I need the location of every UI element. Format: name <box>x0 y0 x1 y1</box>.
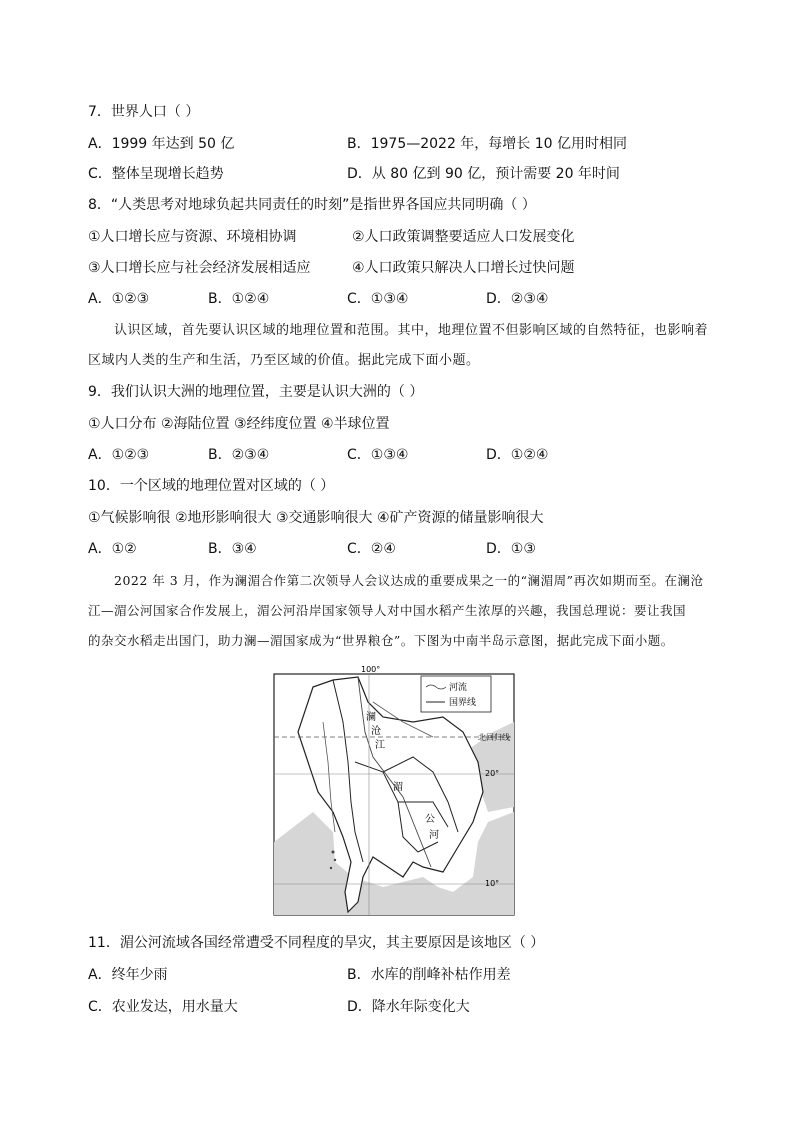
q10-option-d: D．①③ <box>486 541 536 557</box>
river-char-jiang: 江 <box>375 740 385 751</box>
q9-stem: 9．我们认识大洲的地理位置，主要是认识大洲的（ ） <box>88 384 424 400</box>
q7-option-a: A．1999 年达到 50 亿 <box>88 136 235 152</box>
passage-2-line-2: 江—湄公河国家合作发展上，湄公河沿岸国家领导人对中国水稻产生浓厚的兴趣，我国总理说：要让我国 <box>88 603 687 618</box>
indochina-map <box>273 662 515 916</box>
q8-item-3: ③人口增长应与社会经济发展相适应 <box>88 260 311 276</box>
q9-option-c: C．①③④ <box>347 447 409 463</box>
river-char-mei: 湄 <box>393 782 403 793</box>
q11-option-b: B．水库的削峰补枯作用差 <box>347 967 511 983</box>
q9-items: ①人口分布 ②海陆位置 ③经纬度位置 ④半球位置 <box>88 416 390 432</box>
q11-option-d: D．降水年际变化大 <box>347 999 470 1015</box>
q8-option-d: D．②③④ <box>486 291 549 307</box>
q9-option-b: B．②③④ <box>208 447 270 463</box>
island-1 <box>332 851 335 854</box>
river-char-gong: 公 <box>425 814 435 825</box>
q11-stem: 11．湄公河流域各国经常遭受不同程度的旱灾，其主要原因是该地区（ ） <box>88 935 545 951</box>
island-3 <box>330 867 332 869</box>
lat-10-label: 10° <box>485 879 500 888</box>
passage-1 <box>88 316 708 376</box>
legend-border-label: 国界线 <box>449 698 477 708</box>
q7-option-d: D．从 80 亿到 90 亿，预计需要 20 年时间 <box>347 166 620 182</box>
q8-option-b: B．①②④ <box>208 291 270 307</box>
passage-2 <box>88 566 728 656</box>
q8-option-c: C．①③④ <box>347 291 409 307</box>
island-2 <box>334 859 336 861</box>
river-char-cang: 沧 <box>371 726 381 737</box>
q10-option-a: A．①② <box>88 541 137 557</box>
q10-stem: 10．一个区域的地理位置对区域的（ ） <box>88 478 335 494</box>
map-svg <box>273 662 515 916</box>
q9-option-a: A．①②③ <box>88 447 150 463</box>
q7-option-b: B．1975—2022 年，每增长 10 亿用时相同 <box>347 136 628 152</box>
q8-item-1: ①人口增长应与资源、环境相协调 <box>88 229 297 245</box>
q11-option-c: C．农业发达，用水量大 <box>88 999 238 1015</box>
q7-stem: 7．世界人口（ ） <box>88 104 200 120</box>
q10-option-b: B．③④ <box>208 541 257 557</box>
q10-items: ①气候影响很 ②地形影响很大 ③交通影响很大 ④矿产资源的储量影响很大 <box>88 510 544 526</box>
legend-river-label: 河流 <box>449 683 468 693</box>
q9-option-d: D．①②④ <box>486 447 549 463</box>
river-char-he: 河 <box>429 830 439 841</box>
q11-option-a: A．终年少雨 <box>88 967 168 983</box>
q8-item-2: ②人口政策调整要适应人口发展变化 <box>352 229 575 245</box>
tropic-label: 北回归线 <box>478 733 510 742</box>
passage-1-line-1: 认识区域，首先要认识区域的地理位置和范围。其中，地理位置不但影响区域的自然特征，也影响着 <box>114 323 709 338</box>
q8-item-4: ④人口政策只解决人口增长过快问题 <box>352 260 575 276</box>
lon-label: 100° <box>361 665 381 674</box>
passage-2-line-1: 2022 年 3 月，作为澜湄合作第二次领导人会议达成的重要成果之一的“澜湄周”再次如期而至。在澜沧 <box>114 573 704 588</box>
q7-option-c: C．整体呈现增长趋势 <box>88 166 224 182</box>
q8-stem: 8．“人类思考对地球负起共同责任的时刻”是指世界各国应共同明确（ ） <box>88 197 536 213</box>
passage-2-line-3: 的杂交水稻走出国门，助力澜—湄国家成为“世界粮仓”。下图为中南半岛示意图，据此完成下面小题。 <box>88 633 674 648</box>
q8-option-a: A．①②③ <box>88 291 150 307</box>
q10-option-c: C．②④ <box>347 541 396 557</box>
river-char-lan: 澜 <box>366 712 376 723</box>
passage-1-line-2: 区域内人类的生产和生活，乃至区域的价值。据此完成下面小题。 <box>88 353 480 368</box>
lat-20-label: 20° <box>485 769 500 778</box>
